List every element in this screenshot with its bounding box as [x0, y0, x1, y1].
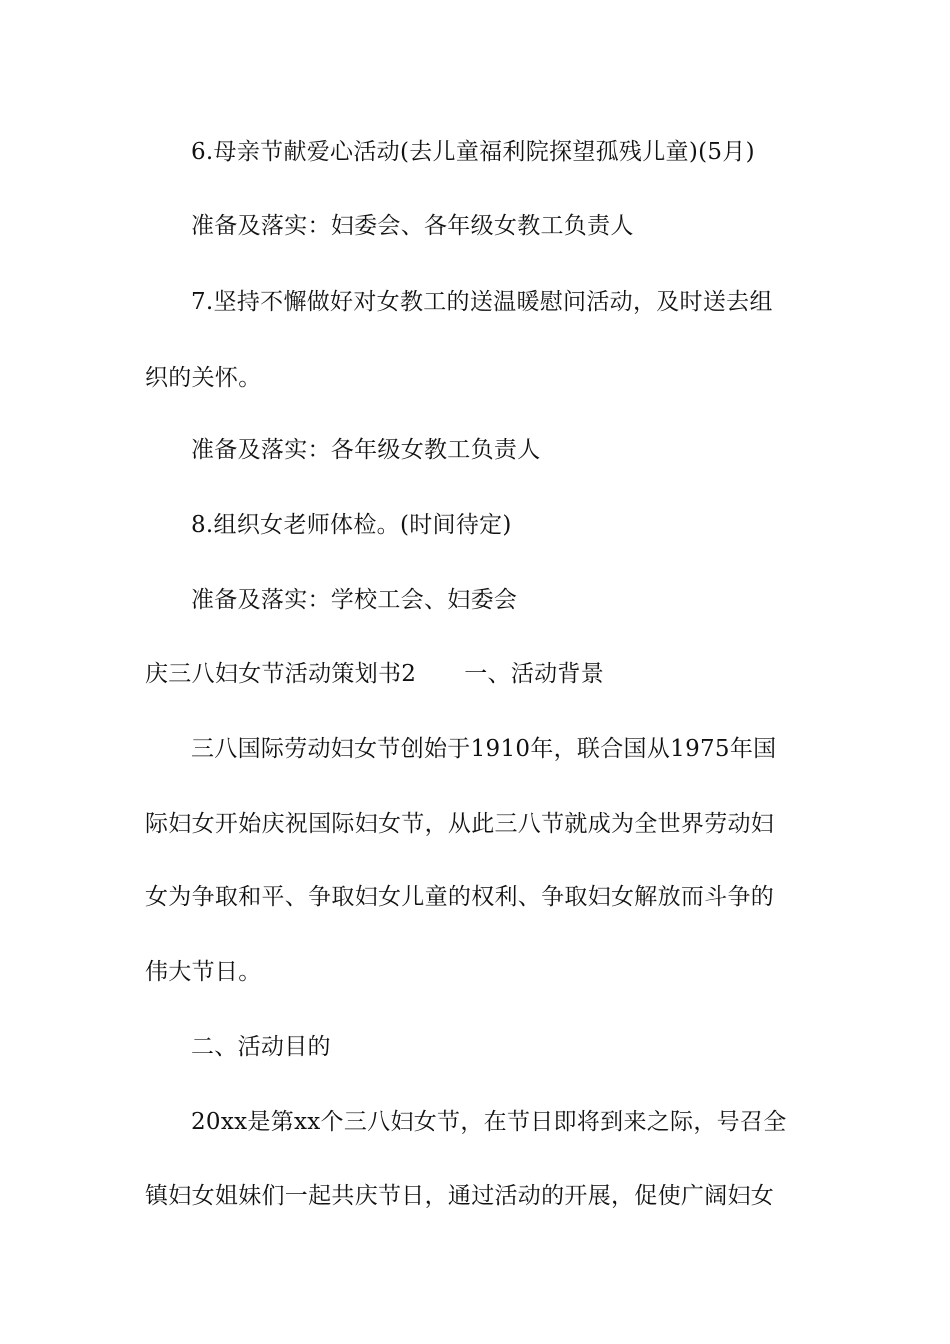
body-paragraph-line: 20xx是第xx个三八妇女节，在节日即将到来之际，号召全	[191, 1109, 787, 1135]
title-spacer	[416, 659, 464, 689]
body-paragraph-line: 镇妇女姐妹们一起共庆节日，通过活动的开展，促使广阔妇女	[145, 1183, 775, 1209]
item-8-text: 8.组织女老师体检。(时间待定)	[191, 512, 512, 538]
section-title-row	[145, 659, 815, 689]
item-7-text: 7.坚持不懈做好对女教工的送温暖慰问活动，及时送去组	[191, 289, 773, 315]
body-paragraph-line: 际妇女开始庆祝国际妇女节，从此三八节就成为全世界劳动妇	[145, 811, 775, 837]
item-6-responsible: 准备及落实：妇委会、各年级女教工负责人	[191, 213, 634, 239]
body-paragraph-line: 三八国际劳动妇女节创始于1910年，联合国从1975年国	[191, 736, 777, 762]
section-heading-purpose: 二、活动目的	[191, 1034, 331, 1060]
item-7-text-continued: 织的关怀。	[145, 365, 262, 391]
item-8-responsible: 准备及落实：学校工会、妇委会	[191, 587, 518, 613]
section-title: 庆三八妇女节活动策划书2	[145, 661, 417, 687]
section-heading-background: 一、活动背景	[464, 661, 605, 687]
body-paragraph-line: 伟大节日。	[145, 959, 262, 985]
item-6-text: 6.母亲节献爱心活动(去儿童福利院探望孤残儿童)(5月)	[191, 139, 755, 165]
body-paragraph-line: 女为争取和平、争取妇女儿童的权利、争取妇女解放而斗争的	[145, 884, 775, 910]
item-7-responsible: 准备及落实：各年级女教工负责人	[191, 437, 541, 463]
